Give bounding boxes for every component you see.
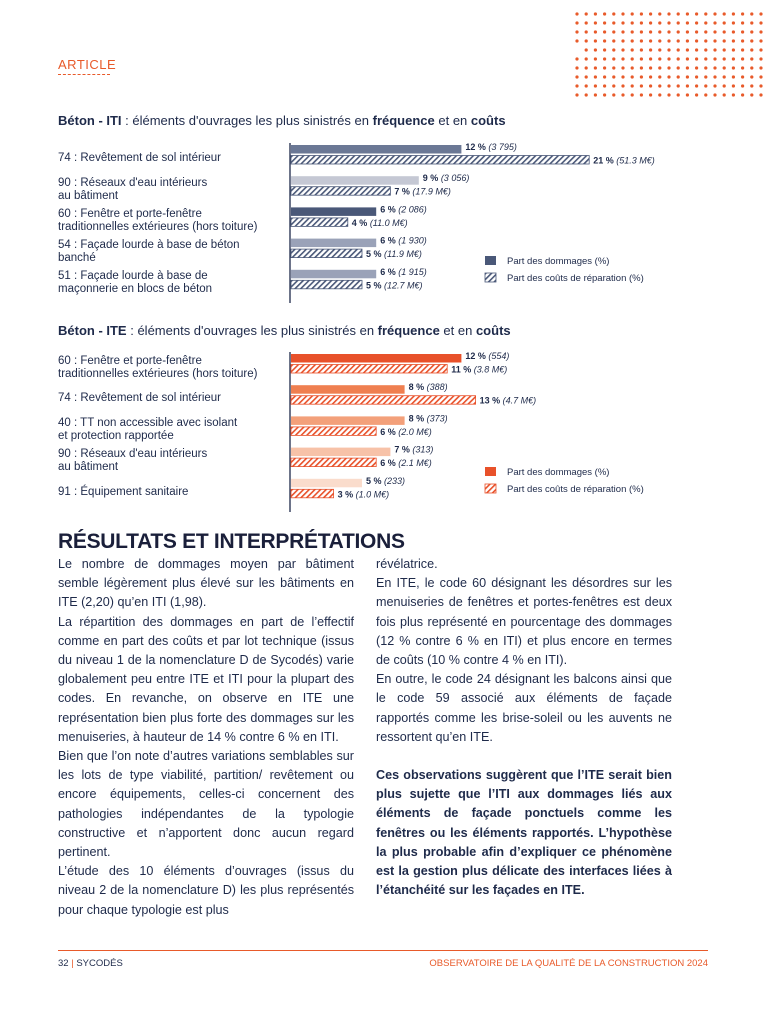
category-label-line: 90 : Réseaux d'eau intérieurs	[58, 176, 208, 189]
footer-left	[58, 958, 123, 969]
paragraph: En ITE, le code 60 désignant les désordres sur les menuiseries de fenêtres et portes-fenêtres est deux fois plus représenté en pourcentage des dommages (12 % contre 6 % en ITI) et plus encore en termes de coûts (10 % contre 4 % en ITI).	[376, 576, 672, 668]
data-label-value: 6 %	[380, 204, 399, 215]
category-label-line: banché	[58, 252, 96, 265]
category-label-line: traditionnelles extérieures (hors toiture)	[58, 367, 258, 380]
data-label-value: 5 %	[366, 249, 385, 260]
chart-ite-data-label	[465, 351, 509, 361]
data-label-value: 8 %	[408, 413, 427, 424]
category-label-line: et protection rapportée	[58, 430, 174, 442]
chart-ite-data-label	[451, 365, 507, 375]
data-label-detail: (4.7 M€)	[502, 395, 537, 406]
data-label-detail: (3.8 M€)	[473, 364, 508, 375]
chart-ite-legend-label: Part des coûts de réparation (%)	[507, 484, 644, 495]
chart-ite-legend-label: Part des dommages (%)	[507, 467, 610, 478]
chart-iti-bar-dommages	[291, 207, 376, 216]
data-label-detail: (2.0 M€)	[398, 426, 432, 437]
category-label-line: maçonnerie en blocs de béton	[58, 283, 213, 296]
data-label-value: 7 %	[394, 444, 413, 455]
paragraph: L’étude des 10 éléments d’ouvrages (issus du niveau 2 de la nomenclature D) les plus représentés pour chaque typologie est plus	[58, 864, 354, 917]
data-label-value: 3 %	[337, 489, 356, 500]
chart-iti-data-label	[394, 187, 451, 197]
chart-iti-bar-dommages	[291, 176, 419, 185]
chart-iti-data-label	[380, 236, 427, 246]
right-column	[376, 555, 672, 900]
category-label-line: 74 : Revêtement de sol intérieur	[58, 392, 222, 405]
category-label-line: au bâtiment	[58, 189, 119, 202]
chart-iti-bar-couts	[291, 249, 362, 258]
chart-iti-bar-couts	[291, 187, 390, 196]
data-label-detail: (554)	[488, 351, 510, 361]
chart-ite-data-label	[380, 458, 432, 468]
chart-ite-data-label	[338, 489, 390, 499]
data-label-detail: (2 086)	[398, 204, 427, 215]
chart-ite-bar-couts	[291, 427, 376, 436]
data-label-detail: (1 915)	[398, 266, 427, 277]
data-label-detail: (1 930)	[398, 235, 427, 246]
section-heading: RÉSULTATS ET INTERPRÉTATIONS	[58, 530, 405, 553]
chart-iti-legend-label: Part des dommages (%)	[507, 256, 610, 267]
data-label-detail: (3 056)	[440, 173, 470, 184]
footer-separator: |	[71, 958, 74, 969]
chart-iti-bar-couts	[291, 156, 589, 165]
paragraph: Bien que l’on note d’autres variations semblables sur les lots de type viabilité, partition/ revêtement ou encore équipements, celles-ci concernent des pathologies indépendantes de la typologie constructive et n’apportent donc aucun regard pertinent.	[58, 749, 354, 860]
category-label-line: au bâtiment	[58, 461, 119, 474]
data-label-detail: (373)	[426, 413, 448, 424]
chart-iti-data-label	[380, 204, 427, 214]
category-label-line: 91 : Équipement sanitaire	[58, 485, 189, 498]
category-label-line: 60 : Fenêtre et porte-fenêtre	[58, 208, 202, 220]
data-label-value: 8 %	[408, 382, 427, 393]
data-label-value: 12 %	[465, 142, 489, 152]
data-label-value: 5 %	[366, 475, 385, 486]
chart-iti-data-label	[593, 156, 655, 166]
conclusion-paragraph: Ces observations suggèrent que l’ITE serait bien plus sujette que l’ITI aux dommages liés aux éléments de façade ponctuels comme les fenêtres ou les éléments rapportés. L’hypothèse la plus probable afin d’expliquer ce phénomène est la gestion plus délicate des interfaces liées à l’étanchéité sur les façades en ITE.	[376, 768, 672, 898]
chart-ite-data-label	[394, 445, 433, 455]
data-label-detail: (12.7 M€)	[384, 280, 423, 291]
page-number: 32	[58, 958, 69, 969]
chart-ite-bar-dommages	[291, 416, 405, 425]
chart-ite-data-label	[409, 382, 448, 392]
data-label-value: 13 %	[479, 395, 503, 406]
chart-iti-bar-dommages	[291, 270, 376, 279]
data-label-detail: (1.0 M€)	[355, 489, 390, 500]
data-label-value: 5 %	[366, 280, 385, 291]
chart-iti-data-label	[366, 280, 423, 290]
category-label-line: 40 : TT non accessible avec isolant	[58, 417, 238, 429]
data-label-detail: (3 795)	[488, 142, 517, 152]
data-label-value: 21 %	[593, 155, 617, 166]
chart-ite-title: Béton - ITE : éléments d'ouvrages les plus sinistrés en fréquence et en coûts	[58, 323, 511, 338]
chart-iti-data-label	[366, 249, 422, 259]
paragraph: En outre, le code 24 désignant les balcons ainsi que le code 59 associé aux éléments de façade rapportés comme les brise-soleil ou les auvents ne ressortent qu’en ITE.	[376, 672, 672, 744]
data-label-value: 6 %	[380, 426, 399, 437]
chart-ite-legend-swatch	[485, 484, 496, 493]
category-label-line: 90 : Réseaux d'eau intérieurs	[58, 448, 208, 461]
data-label-detail: (11.0 M€)	[369, 217, 408, 228]
data-label-value: 11 %	[451, 364, 474, 375]
data-label-detail: (51.3 M€)	[616, 155, 655, 166]
chart-ite-bar-couts	[291, 489, 334, 498]
data-label-value: 7 %	[394, 186, 413, 197]
footer-publication: OBSERVATOIRE DE LA QUALITÉ DE LA CONSTRUCTION 2024	[429, 958, 708, 969]
chart-ite-data-label	[380, 427, 432, 437]
chart-ite-bar-dommages	[291, 448, 390, 457]
chart-ite-data-label	[366, 476, 405, 486]
data-label-detail: (233)	[384, 475, 406, 486]
category-label-line: 54 : Façade lourde à base de béton	[58, 239, 240, 252]
chart-iti-data-label	[423, 173, 470, 183]
paragraph: La répartition des dommages en part de l’effectif comme en part des coûts et par lot technique (issus du niveau 1 de la nomenclature D de Sycodés) varie globalement peu entre ITE et ITI pour la plupart des codes. En revanche, on observe en ITE une représentation bien plus forte des dommages sur les menuiseries, à hauteur de 14 % contre 6 % en ITI.	[58, 614, 354, 744]
data-label-value: 12 %	[465, 351, 489, 361]
left-column	[58, 555, 354, 920]
chart-ite-bar-couts	[291, 365, 447, 374]
chart-iti-title: Béton - ITI : éléments d'ouvrages les plus sinistrés en fréquence et en coûts	[58, 113, 506, 128]
chart-ite-bar-dommages	[291, 385, 405, 394]
data-label-value: 6 %	[380, 235, 399, 246]
footer-rule	[58, 950, 708, 951]
chart-iti-bar-couts	[291, 280, 362, 289]
chart-iti-legend-swatch	[485, 273, 496, 282]
chart-ite-data-label	[480, 396, 537, 406]
paragraph: Le nombre de dommages moyen par bâtiment semble légèrement plus élevé sur les bâtiments en ITE (2,20) qu’en ITI (1,98).	[58, 557, 354, 610]
chart-iti-data-label	[465, 142, 517, 152]
data-label-detail: (17.9 M€)	[412, 186, 451, 197]
chart-iti-data-label	[380, 267, 427, 277]
chart-ite-bar-couts	[291, 458, 376, 467]
chart-ite-bar-couts	[291, 396, 476, 405]
chart-iti-legend-swatch	[485, 256, 496, 265]
footer-brand: SYCODÉS	[76, 958, 123, 969]
data-label-value: 4 %	[351, 217, 370, 228]
chart-ite-legend-swatch	[485, 467, 496, 476]
chart-ite-bar-dommages	[291, 354, 461, 363]
data-label-detail: (11.9 M€)	[384, 249, 422, 260]
category-label-line: 60 : Fenêtre et porte-fenêtre	[58, 354, 202, 367]
data-label-detail: (313)	[412, 444, 434, 455]
chart-iti-bar-couts	[291, 218, 348, 227]
data-label-value: 6 %	[380, 266, 399, 277]
chart-ite-bar-dommages	[291, 479, 362, 488]
data-label-value: 9 %	[422, 173, 441, 184]
data-label-detail: (388)	[426, 382, 448, 393]
paragraph: révélatrice.	[376, 557, 438, 571]
chart-iti-data-label	[352, 218, 408, 228]
chart-iti-bar-dommages	[291, 239, 376, 248]
category-label-line: 74 : Revêtement de sol intérieur	[58, 152, 222, 165]
data-label-value: 6 %	[380, 458, 399, 469]
category-label-line: traditionnelles extérieures (hors toiture)	[58, 221, 258, 233]
chart-iti-legend-label: Part des coûts de réparation (%)	[507, 273, 644, 284]
category-label-line: 51 : Façade lourde à base de	[58, 270, 208, 283]
chart-ite-data-label	[409, 413, 448, 423]
data-label-detail: (2.1 M€)	[398, 458, 432, 469]
chart-iti-bar-dommages	[291, 145, 461, 154]
section-label: ARTICLE	[58, 57, 117, 72]
